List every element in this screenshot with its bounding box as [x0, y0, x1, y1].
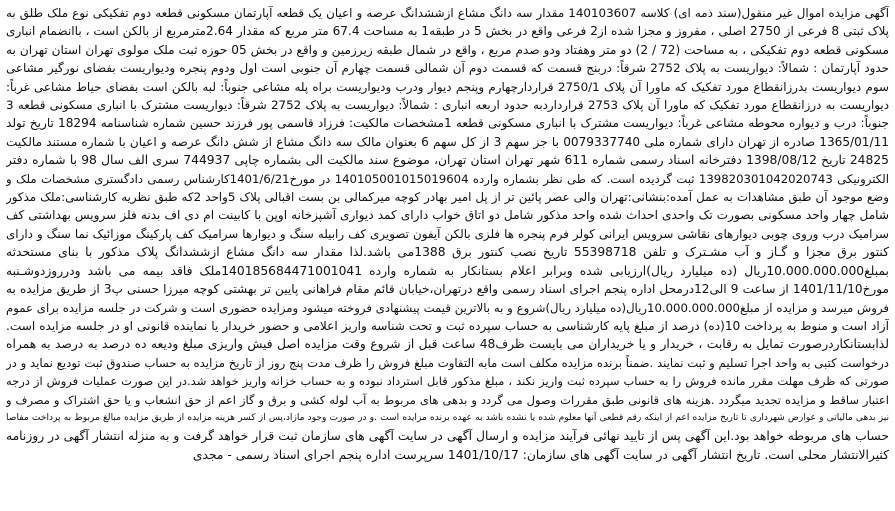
notice-line: آگهی مزایده اموال غیر منقول(سند ذمه ای) کلاسه 140103607 مقدار سه دانگ مشاع ازششدانگ عرصه و اعیان یک قطعه آپارتمان مسکونی قطعه دوم تفکیکی نوع ملک طلق به	[6, 6, 889, 20]
notice-line: مسکونی قطعه دوم تفکیکی ، به مساحت (72 / 2) دو متر وهفتاد ودو صدم مربع ، واقع در شمال طبقه زیرزمین و واقع در بخش 05 حوزه ثبت ملک مولوی تهران استان تهران به	[6, 42, 889, 57]
notice-line: حدود آپارتمان : شمالاً: دیواریست به پلاک 2752 شرقاً: دربنج قسمت که قسمت دوم آن شمالی قسمت چهارم آن جنوبی است اول ودوم پنجره ودیواریست بفضای نورگیر مشاعی	[6, 61, 889, 76]
notice-line: حساب های مربوطه خواهد بود.این آگهی پس از تایید نهائی فرآیند مزایده و ارسال آگهی در سایت آگهی های سازمان ثبت قرار خواهد گرفت و به منزله انتشار آگهی در روزنامه	[6, 429, 889, 444]
notice-line: وضع موجود آن طبق مشاهدات به عمل آمده:بنشانی:تهران والی عصر پائین تر از پل امیر بهادر کوچه میرکمالی بن بست اقبالی پلاک 5واحد 2که طبق نظریه کارشناسی:ملک مذکور	[6, 190, 889, 205]
notice-line: فروش میرسد و مزایده از مبلغ10.000.000.000ریال(ده میلیارد ریال)شروع و به بالاترین قیمت پیشنهادی فروخته میشود ومزایده حضوری است و شرکت در جلسه مزایده برای عموم	[6, 300, 889, 315]
notice-line: آزاد است و منوط به پرداخت 10(ده) درصد از مبلغ پایه کارشناسی به حساب سپرده ثبت و تحت شناسه واریز اعلامی و حضور خریدار یا نماینده قانونی او در جلسه مزایده است.	[6, 318, 889, 333]
notice-line: بمبلغ10.000.000.000ریال (ده میلیارد ریال)ارزیابی شده وبرابر اعلام بستانکار به شماره وارده 140185684471001041ملک فاقد بیمه می باشد ودرروزدوشـنبه	[6, 263, 889, 278]
notice-line: 1365/01/11 صادره از تهران دارای شماره ملی 0079337740 با جز سهم 3 از کل سهم 6 بعنوان مالک سه دانگ مشاع از شش دانگ عرصه و اعیان با شماره مستند مالکیت	[6, 134, 889, 149]
notice-line: شامل چهار واحد مسکونی بصورت تک واحدی احداث شده واحد مذکور شامل دو اتاق خواب دارای کمد دیواری آشپزخانه اوپن با کابینت ام دی اف بدنه فلز سرویس بهداشتی کف	[6, 208, 889, 223]
notice-line: مورخ1401/11/10 از ساعت 9 الی12درمحل اداره پنجم اجرای اسناد رسمی واقع درتهران،خیابان قائم مقام فراهانی پایین تر بهشتی کوچه میرزا حسنی پ3 از طریق مزایده به	[6, 282, 889, 297]
notice-line: الکترونیکی 139820301042020743 ثبت گردیده است. که طی نظر بشماره وارده 140105001015019604 در مورخ1401/6/21کارشناس رسمی دادگستری مشخصات ملک و	[6, 171, 889, 186]
notice-line: اعتبار ساقط و مزایده تجدید میگردد .هزینه های قانونی طبق مقررات وصول می گردد و بدهی های مربوط به آب لوله کشی و برق و گاز اعم از حق انشعاب و یا حق اشتراک و مصرف و	[6, 392, 889, 407]
notice-line: نیز بدهی مالیاتی و عوارض شهرداری تا تاریخ مزایده اعم از اینکه رقم قطعی آنها معلوم شده یا نشده باشد به عهده برنده مزایده است .و در صورت وجود مازاد،پس از کسر هزینه مزایده از طریق مزایده مبالغ مربوط به پرداخت مفاصا	[6, 412, 889, 423]
notice-line: کثیرالانتشار محلی است. تاریخ انتشار آگهی در سایت آگهی های سازمان: 1401/10/17 سرپرست اداره پنجم اجرای اسناد رسمی - مجدی	[192, 447, 889, 462]
notice-line: 24825 تاریخ 1398/08/12 دفترخانه اسناد رسمی شماره 611 شهر تهران استان تهران، موضوع سند مالکیت الی بشماره چاپی 744937 سری الف سال 98 با شماره دفتر	[6, 153, 889, 168]
notice-line: سوم دیواریست بدرزانقطاع مورد تفکیک که ماورا آن پلاک 2750/1 قراردارچهارم وپنجم دیوار ودرب ودیواریست براه پله مشاعی جنوباً: لبه بالکن است بفضای حیاط مشاعی غرباً:	[6, 79, 889, 94]
notice-line: کنتور برق مجزا و گـاز و آب مشـترک و تلفن 55398718 تاریخ نصب کنتور برق 1388می باشد.لذا مقدار سه دانگ مشاع ازششدانگ پلاک مذکور با بنای مستحدثه	[6, 245, 889, 260]
notice-line: جنوباً: درب و دیواره محوطه مشاعی غرباً: دیواریست مشترک با انباری مسکونی قطعه 1مشخصات مالکیت: فرزاد قاسمی پور فرزند حسین شماره شناسنامه 18294 تاریخ تولد	[6, 116, 889, 131]
notice-line: دیواریست به درزانقطاع مورد تفکیک که ماورا آن پلاک 2753 قرارداردبه حدود اربعه انباری : شمالاً: دیواریست به پلاک 2752 شرقاً: دیواریست مشترک با انباری مسکونی قطعه 3	[6, 98, 889, 113]
notice-line: پلاک ثبتی 8 فرعی از 2750 اصلی ، مفروز و مجزا شده از2 فرعی واقع در بخش 5 در طبقه1 به مساحت 67.4 متر مربع که مقدار 2.64مترمربع از بالکن است ، باانضمام انباری	[6, 24, 889, 39]
notice-line: درخواست کتبی به واحد اجرا تسلیم و ثبت نمایند .ضمناً برنده مزایده مکلف است مابه التفاوت مبلغ فروش را ظرف مدت پنج روز از تاریخ مزایده به حساب صندوق ثبت تودیع نماید و در	[6, 355, 889, 370]
notice-line: صورتی که ظرف مهلت مقرر مانده فروش را به حساب سپرده ثبت واریز نکند ، مبلغ مذکور قابل استرداد نبوده و به حساب خزانه واریز خواهد شد.در این صورت عملیات فروش از درجه	[6, 374, 889, 389]
notice-line: لذابستانکاردرصورت تمایل به رقابت ، خریدار و یا خریداران می بایست ظرف48 ساعت قبل از شروع وقت مزایده اصل فیش واریزی مبلغ ودیعه ده درصد به درصد به همراه	[6, 337, 889, 352]
notice-line: سرامیک درب وروی چوبی دیوارهای نقاشی سرویس ایرانی کولر فرم پنجره ها فلزی بالکن آیفون تصویری کف رابیله سنگ و دیوارها سرامیک کف پارکینگ موزائیک نما سنگ و دارای	[6, 226, 889, 241]
